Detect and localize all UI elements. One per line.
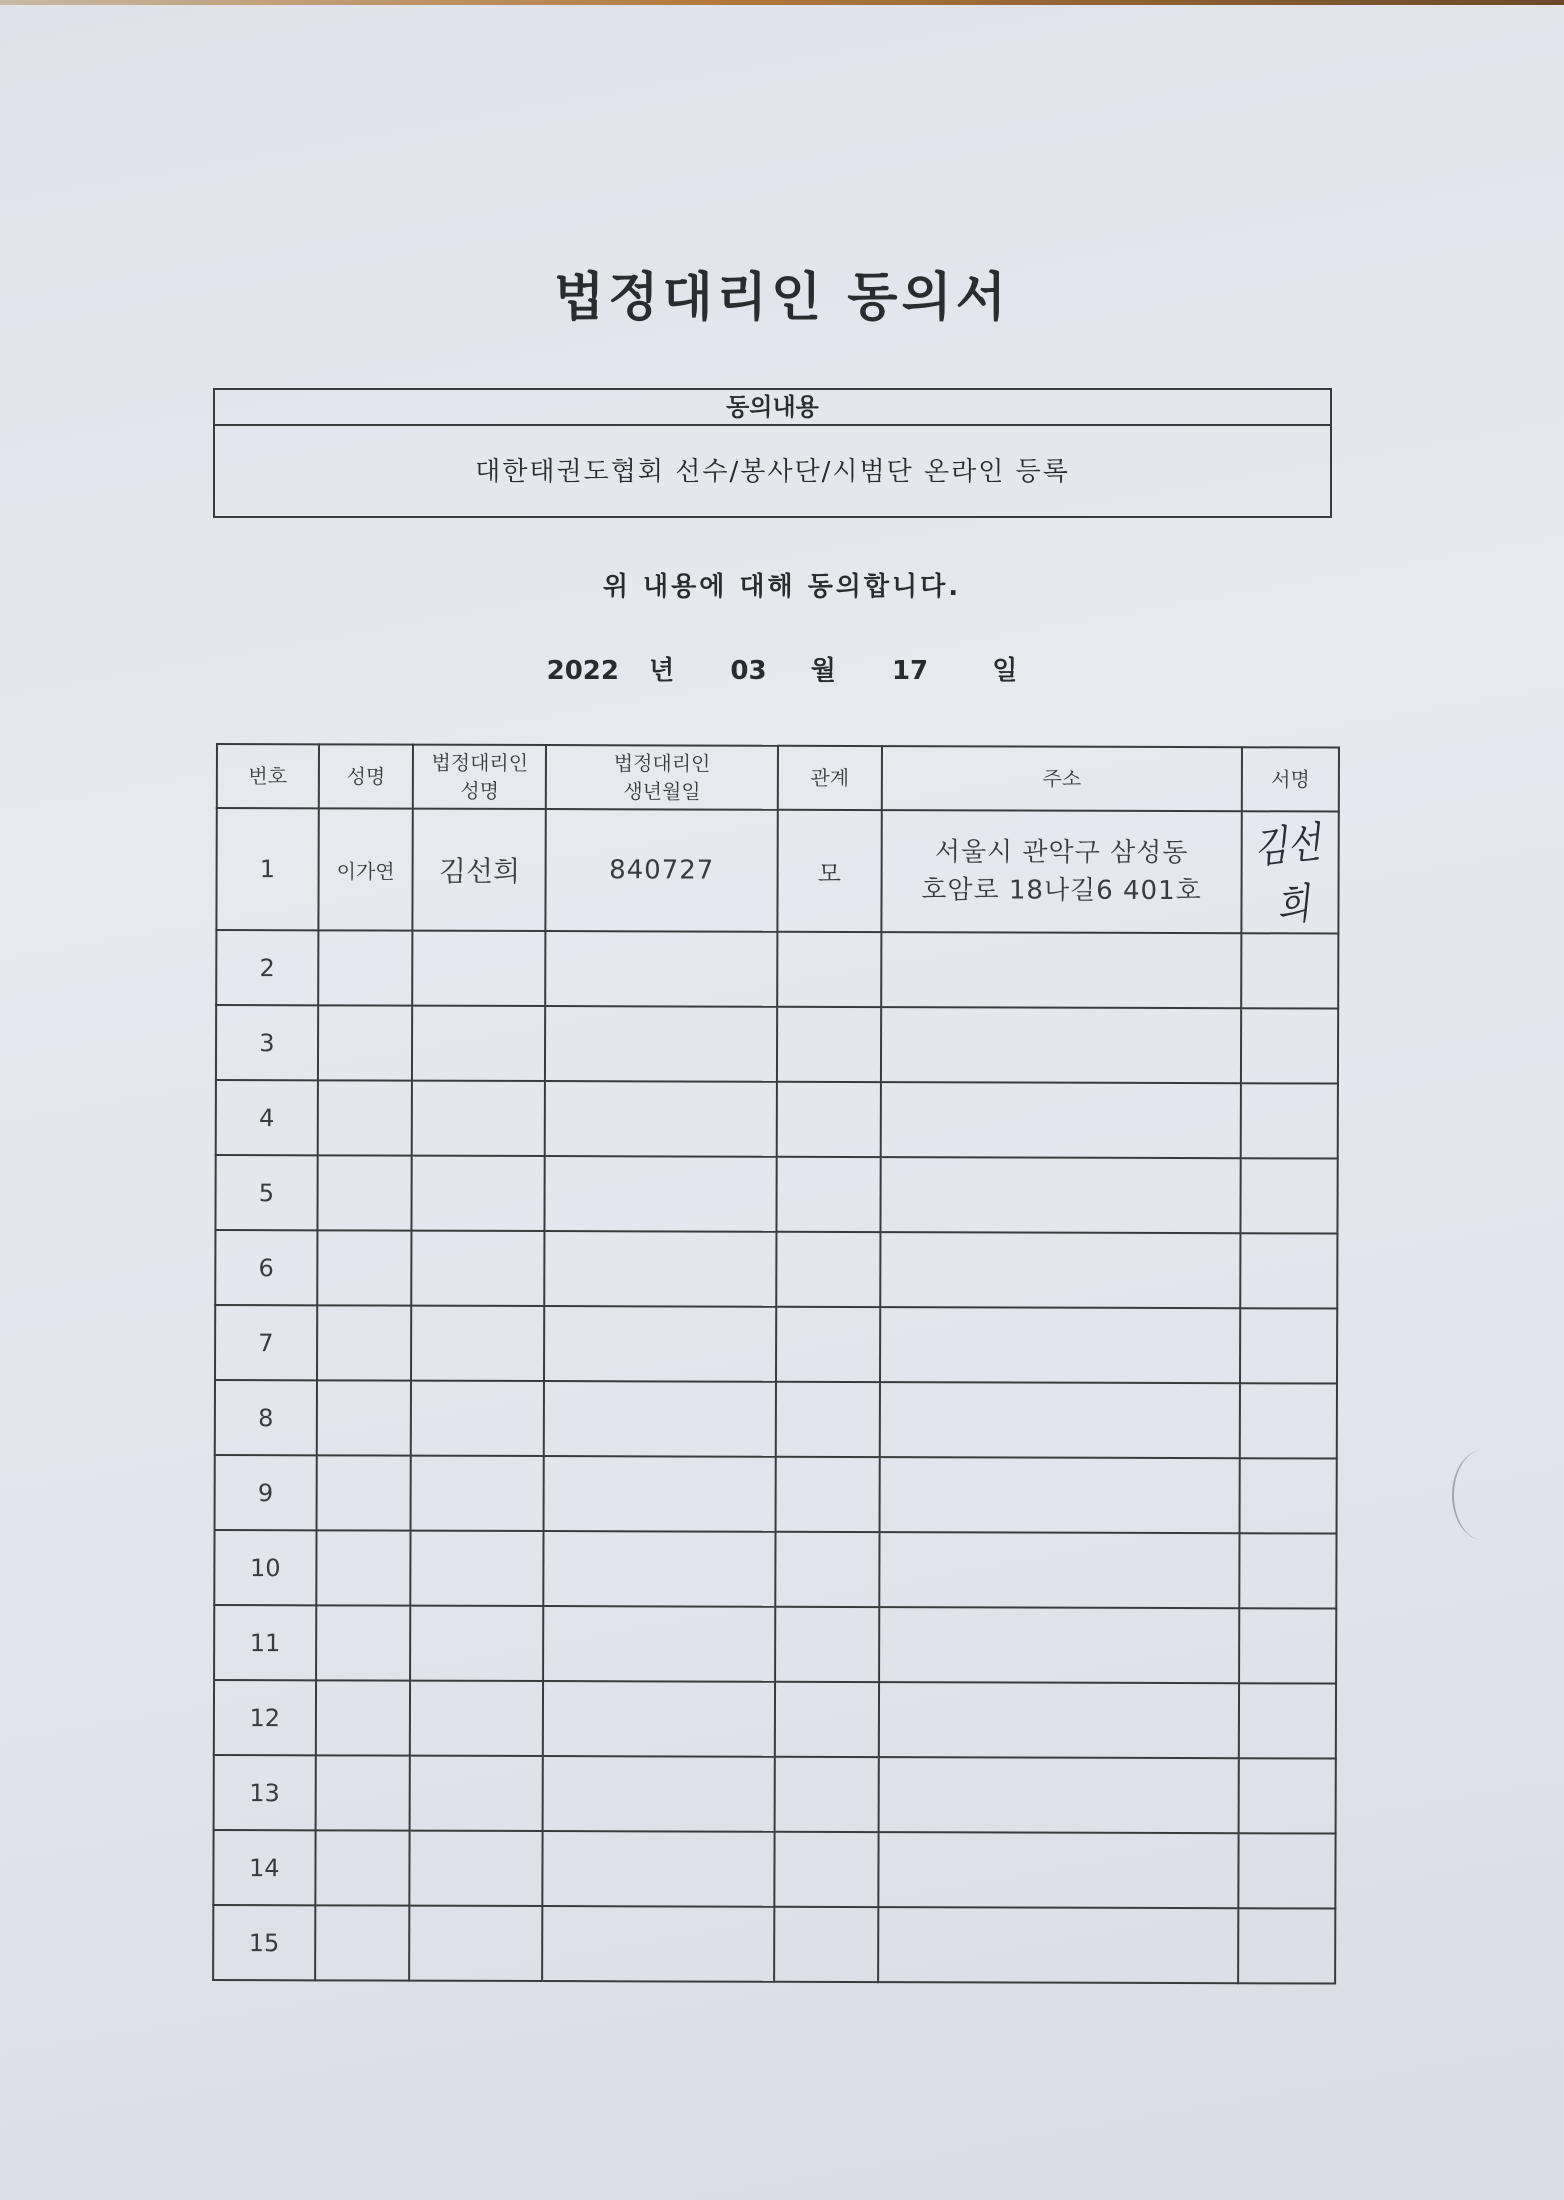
cell-guardian-name [412, 1156, 545, 1231]
cell-signature [1239, 1608, 1336, 1683]
cell-address [880, 1157, 1241, 1233]
cell-signature [1240, 1458, 1337, 1533]
consent-box [213, 388, 1332, 518]
cell-signature [1238, 1908, 1335, 1983]
cell-address [879, 1457, 1240, 1533]
header-guardian-name-line2: 성명 [460, 778, 500, 803]
cell-relation: 모 [777, 810, 881, 932]
cell-relation [775, 1682, 879, 1757]
cell-guardian-name [411, 1381, 544, 1456]
cell-name [318, 930, 413, 1005]
cell-relation [777, 932, 881, 1007]
cell-name [316, 1680, 411, 1755]
cell-guardian-birth [544, 1381, 776, 1457]
cell-signature [1241, 1158, 1338, 1233]
address-line-2 [880, 1720, 1239, 1721]
cell-guardian-name [411, 1306, 544, 1381]
cell-signature [1240, 1233, 1337, 1308]
table-row [215, 1380, 1337, 1459]
cell-name [317, 1230, 412, 1305]
cell-address [880, 1307, 1241, 1383]
address-line-1: 서울시 관악구 삼성동 [934, 837, 1189, 869]
cell-guardian-name [412, 1231, 545, 1306]
cell-no: 11 [214, 1605, 316, 1680]
cell-no: 15 [213, 1905, 315, 1980]
address-line-1 [881, 1195, 1240, 1196]
cell-name [317, 1305, 412, 1380]
address-line-2 [879, 1795, 1238, 1796]
table-row [214, 1530, 1336, 1609]
header-guardian-birth [546, 745, 778, 810]
cell-relation [775, 1532, 879, 1607]
cell-guardian-birth [543, 1831, 775, 1907]
cell-relation [777, 1082, 881, 1157]
cell-signature [1239, 1833, 1336, 1908]
cell-no: 3 [216, 1005, 318, 1080]
address-line-2 [881, 1195, 1240, 1196]
cell-relation [776, 1157, 880, 1232]
cell-address [879, 1532, 1240, 1608]
date-year-unit: 년 [649, 656, 675, 686]
cell-guardian-name [410, 1756, 543, 1831]
table-row [215, 1230, 1337, 1309]
header-signature: 서명 [1242, 747, 1339, 811]
address-line-2 [880, 1495, 1239, 1496]
cell-address [880, 1082, 1241, 1158]
cell-address [878, 1757, 1239, 1833]
cell-address [878, 1907, 1239, 1983]
cell-guardian-birth [543, 1756, 775, 1832]
table-row [215, 1305, 1337, 1384]
cell-address [881, 932, 1242, 1008]
cell-guardian-name [410, 1606, 543, 1681]
header-guardian-name [413, 745, 546, 809]
cell-signature [1241, 1008, 1338, 1083]
header-relation: 관계 [778, 746, 882, 810]
cell-guardian-birth [542, 1906, 774, 1982]
address-line-2 [882, 970, 1241, 971]
cell-signature [1239, 1758, 1336, 1833]
cell-name [317, 1155, 412, 1230]
address-line-2 [880, 1645, 1239, 1646]
cell-no: 13 [214, 1755, 316, 1830]
cell-name [318, 1005, 413, 1080]
cell-guardian-birth [543, 1681, 775, 1757]
cell-address [881, 1007, 1242, 1083]
address-line-1 [879, 1945, 1238, 1946]
address-line-1 [879, 1795, 1238, 1796]
header-name: 성명 [319, 744, 414, 808]
address-line-1 [882, 970, 1241, 971]
header-guardian-birth-line2: 생년월일 [623, 779, 701, 804]
cell-no: 10 [214, 1530, 316, 1605]
cell-guardian-name [412, 1081, 545, 1156]
handwritten-signature: 김선희 [1251, 817, 1324, 931]
cell-guardian-name [411, 1531, 544, 1606]
cell-signature [1240, 1383, 1337, 1458]
date-day-unit: 일 [992, 656, 1018, 686]
cell-guardian-birth [545, 1081, 777, 1157]
date-line [0, 650, 1564, 687]
cell-guardian-name [410, 1906, 543, 1981]
cell-guardian-birth [545, 1006, 777, 1082]
cell-name [316, 1455, 411, 1530]
cell-guardian-birth [546, 931, 778, 1007]
address-line-2: 호암로 18나길6 401호 [921, 875, 1202, 907]
address-line-1 [881, 1270, 1240, 1271]
table-row [216, 1005, 1338, 1084]
cell-guardian-birth [545, 1231, 777, 1307]
address-line-1 [880, 1570, 1239, 1571]
table-header-row [217, 744, 1339, 812]
address-line-1 [882, 1045, 1241, 1046]
consent-header: 동의내용 [215, 390, 1330, 426]
date-day: 17 [891, 656, 929, 686]
cell-address [878, 1832, 1239, 1908]
cell-guardian-birth [545, 1156, 777, 1232]
cell-name [315, 1905, 410, 1980]
cell-guardian-birth [543, 1606, 775, 1682]
cell-address [881, 810, 1242, 933]
cell-no: 2 [216, 930, 318, 1005]
cell-name [315, 1755, 410, 1830]
cell-address [879, 1682, 1240, 1758]
address-line-1 [879, 1870, 1238, 1871]
cell-guardian-name [411, 1456, 544, 1531]
header-no: 번호 [217, 744, 319, 808]
cell-name [315, 1830, 410, 1905]
cell-relation [776, 1232, 880, 1307]
cell-no: 6 [215, 1230, 317, 1305]
cell-relation [775, 1457, 879, 1532]
address-line-2 [882, 1120, 1241, 1121]
consent-content: 대한태권도협회 선수/봉사단/시범단 온라인 등록 [475, 457, 1070, 487]
cell-no: 14 [213, 1830, 315, 1905]
cell-guardian-name [412, 1006, 545, 1081]
address-line-2 [879, 1870, 1238, 1871]
cell-name [316, 1380, 411, 1455]
address-line-2 [881, 1270, 1240, 1271]
cell-no: 4 [216, 1080, 318, 1155]
cell-guardian-birth [544, 1456, 776, 1532]
cell-relation [774, 1832, 878, 1907]
address-line-1 [881, 1420, 1240, 1421]
table-row [214, 1680, 1336, 1759]
date-year: 2022 [546, 656, 619, 686]
address-line-2 [880, 1570, 1239, 1571]
cell-no: 5 [215, 1155, 317, 1230]
cell-no: 7 [215, 1305, 317, 1380]
cell-no: 12 [214, 1680, 316, 1755]
cell-signature [1242, 811, 1339, 933]
cell-relation [777, 1007, 881, 1082]
agree-statement: 위 내용에 대해 동의합니다. [602, 572, 962, 602]
cell-no: 9 [215, 1455, 317, 1530]
header-address: 주소 [881, 746, 1242, 811]
cell-signature [1240, 1308, 1337, 1383]
table-row [213, 1905, 1335, 1984]
cell-name [316, 1530, 411, 1605]
table-body [213, 808, 1339, 1984]
cell-relation [776, 1307, 880, 1382]
cell-guardian-birth [544, 1306, 776, 1382]
table-row [214, 1755, 1336, 1834]
cell-relation [776, 1382, 880, 1457]
cell-guardian-birth: 840727 [546, 809, 778, 932]
cell-address [880, 1232, 1241, 1308]
cell-signature [1241, 933, 1338, 1008]
header-guardian-birth-line1: 법정대리인 [613, 751, 711, 776]
cell-name: 이가연 [318, 808, 413, 930]
address-line-2 [881, 1420, 1240, 1421]
cell-signature [1241, 1083, 1338, 1158]
table-row [216, 808, 1338, 934]
address-line-1 [880, 1495, 1239, 1496]
table-row [215, 1155, 1337, 1234]
date-month: 03 [730, 656, 767, 686]
cell-no: 8 [215, 1380, 317, 1455]
cell-address [879, 1607, 1240, 1683]
address-line-2 [881, 1345, 1240, 1346]
table-row [213, 1830, 1335, 1909]
paper-fold-mark [1452, 1450, 1514, 1540]
address-line-2 [879, 1945, 1238, 1946]
address-line-1 [881, 1345, 1240, 1346]
cell-signature [1240, 1533, 1337, 1608]
table-row [214, 1605, 1336, 1684]
address-line-1 [880, 1720, 1239, 1721]
cell-relation [775, 1757, 879, 1832]
cell-guardian-name [410, 1681, 543, 1756]
page-title: 법정대리인 동의서 [554, 268, 1010, 328]
header-guardian-name-line1: 법정대리인 [431, 750, 529, 775]
cell-guardian-name [413, 931, 546, 1006]
cell-no: 1 [216, 808, 318, 930]
cell-relation [775, 1607, 879, 1682]
cell-guardian-birth [544, 1531, 776, 1607]
cell-guardian-name [410, 1831, 543, 1906]
cell-signature [1239, 1683, 1336, 1758]
cell-name [316, 1605, 411, 1680]
cell-relation [774, 1907, 878, 1982]
address-line-2 [882, 1045, 1241, 1046]
address-line-1 [882, 1120, 1241, 1121]
cell-guardian-name: 김선희 [413, 809, 546, 931]
desk-edge [0, 0, 1564, 5]
table-row [216, 1080, 1338, 1159]
registration-table [212, 743, 1340, 1985]
cell-address [879, 1382, 1240, 1458]
table-row [215, 1455, 1337, 1534]
address-line-1 [880, 1645, 1239, 1646]
cell-name [317, 1080, 412, 1155]
date-month-unit: 월 [810, 656, 836, 686]
table-row [216, 930, 1338, 1009]
